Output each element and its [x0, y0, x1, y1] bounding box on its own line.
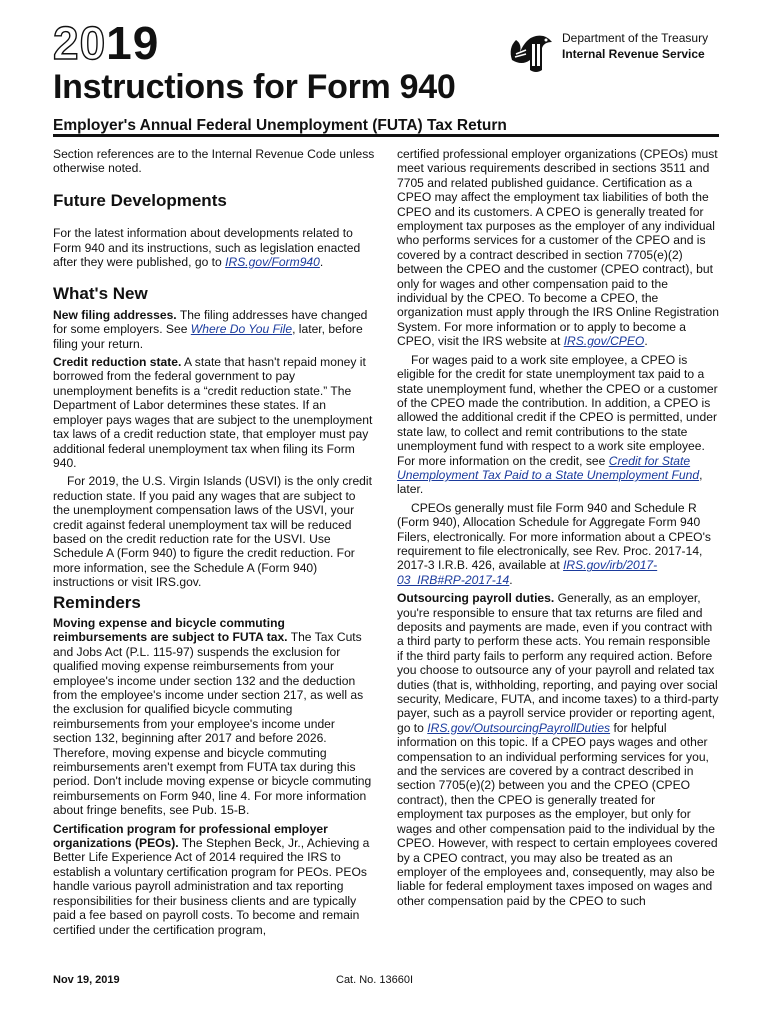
- filing-lead: New filing addresses.: [53, 307, 177, 322]
- footer-cat-number: Cat. No. 13660I: [336, 974, 414, 986]
- form940-link[interactable]: IRS.gov/Form940: [225, 255, 320, 270]
- reminders-heading: Reminders: [53, 592, 141, 612]
- cert-lead: Certification program for professional employer organizations (PEOs).: [53, 821, 328, 851]
- credit-text: A state that hasn't repaid money it borrowed from the federal government to pay unemployment benefits is a “credit reduction state.” The Department of Labor determines these states. If an employer pays wages that are subject to the unemployment tax laws of a credit reduction state, that employer must pay additional federal unemployment tax when filing its Form 940.: [53, 355, 373, 470]
- cpeo-file-paragraph: CPEOs generally must file Form 940 and Schedule R (Form 940), Allocation Schedule for Aggregate Form 940 Filers, electronically. For more information about a CPEO's requirement to file electronically, see Rev. Proc. 2017-14, 2017-3 I.R.B. 426, available at IRS.gov/irb/2017-03_IRB#RP-2017-14.: [397, 500, 711, 587]
- moving-lead: Moving expense and bicycle commuting reimbursements are subject to FUTA tax.: [53, 615, 288, 645]
- rev-proc-link[interactable]: IRS.gov/irb/2017-03_IRB#RP-2017-14: [397, 558, 658, 587]
- cpeo-text: certified professional employer organizations (CPEOs) must meet various requirements described in sections 3511 and 7705 and related published guidance. Certification as a CPEO may affect the employment tax liabilities of both the CPEO and its customers. A CPEO is generally treated for employment tax purposes as the employer of any individual who performs services for a customer of the CPEO and is covered by a contract described in section 7705(e)(2) between the CPEO and the customer (CPEO contract), but only for wages and other compensation paid to the individual by the CPEO. To become a CPEO, the organization must apply through the IRS Online Registration System. For more information or to apply to become a CPEO, visit the IRS website at: [397, 147, 720, 349]
- agency-block: [506, 30, 708, 76]
- future-developments-heading: Future Developments: [53, 190, 227, 210]
- certification-paragraph: [53, 822, 375, 937]
- left-column: [53, 147, 375, 941]
- usvi-paragraph: For 2019, the U.S. Virgin Islands (USVI) is the only credit reduction state. If you paid any wages that are subject to the unemployment compensation laws of the USVI, your credit against federal unemployment tax will be reduced based on the credit reduction rate for the USVI. Use Schedule A (Form 940) to figure the credit reduction. For more information, see the Schedule A (Form 940) instructions or visit IRS.gov.: [53, 474, 372, 590]
- title-rule: [53, 134, 719, 137]
- moving-text: The Tax Cuts and Jobs Act (P.L. 115-97) suspends the exclusion for qualified moving expense reimbursements from your employee's income under section 132 and the deduction from the employee's income under section 217, as well as the exclusion for qualified bicycle commuting reimbursements from your employee's income under section 132, beginning after 2017 and before 2026. Therefore, moving expense and bicycle commuting reimbursements aren't exempt from FUTA tax during this period. Don't include moving expense or bicycle commuting reimbursements on Form 940, line 4. For more information about fringe benefits, see Pub. 15-B.: [53, 630, 372, 818]
- filing-text: The filing addresses have changed for some employers. See: [53, 307, 368, 337]
- file-text: CPEOs generally must file Form 940 and Schedule R (Form 940), Allocation Schedule for Aggregate Form 940 Filers, electronically. For more information about a CPEO's requirement to file electronically, see Rev. Proc. 2017-14, 2017-3 I.R.B. 426, available at: [397, 500, 711, 573]
- page-title: Instructions for Form 940: [53, 68, 456, 106]
- irs-eagle-logo-icon: [506, 30, 554, 76]
- footer-date: Nov 19, 2019: [53, 974, 120, 986]
- year-outline: 20: [53, 17, 107, 69]
- agency-department: Department of the Treasury: [562, 31, 709, 45]
- cpeo-link[interactable]: IRS.gov/CPEO: [563, 334, 645, 349]
- page-subtitle: Employer's Annual Federal Unemployment (FUTA) Tax Return: [53, 117, 507, 134]
- filing-addresses-paragraph: [53, 308, 375, 351]
- credit-lead: Credit reduction state.: [53, 355, 182, 370]
- filing-tail: , later, before filing your return.: [53, 322, 363, 351]
- credit-state-tax-link[interactable]: Credit for State Unemployment Tax Paid to a State Unemployment Fund: [397, 453, 700, 482]
- outsourcing-paragraph: [397, 591, 719, 908]
- outsourcing-lead: Outsourcing payroll duties.: [397, 591, 555, 606]
- outsourcing-text2: for helpful information on this topic. If a CPEO pays wages and other compensation to an individual performing services for you, and the services are covered by a contract described in section 7705(e)(2) between you and the CPEO (CPEO contract), then the CPEO is generally treated for employment tax purposes as the employer, but only for wages and other compensation paid to the individual by the CPEO. However, with respect to certain employees covered by a CPEO contract, you may also be treated as an employer of the employees and, consequently, may also be liable for federal employment taxes imposed on wages and other compensation paid by the CPEO to such: [397, 720, 718, 908]
- year-solid: 19: [106, 17, 160, 69]
- cpeo-paragraph: certified professional employer organizations (CPEOs) must meet various requirements described in sections 3511 and 7705 and related published guidance. Certification as a CPEO may affect the employment tax liabilities of both the CPEO and its customers. A CPEO is generally treated for employment tax purposes as the employer of any individual who performs services for a customer of the CPEO and is covered by a contract described in section 7705(e)(2) between the CPEO and the customer (CPEO contract), but only for wages and other compensation paid to the individual by the CPEO. To become a CPEO, the organization must apply through the IRS Online Registration System. For more information or to apply to become a CPEO, visit the IRS website at IRS.gov/CPEO.: [397, 147, 720, 349]
- worksite-tail: , later.: [397, 467, 703, 497]
- worksite-text: For wages paid to a work site employee, a CPEO is eligible for the credit for state unemployment tax paid to a state unemployment fund, whether the CPEO or a customer of the CPEO made the contribution. In addition, a CPEO is allowed the additional credit if the CPEO is permitted, under state law, to collect and remit contributions to the state unemployment fund with respect to a work site employee. For more information on the credit, see: [397, 352, 718, 468]
- future-text: For the latest information about developments related to Form 940 and its instructions, such as legislation enacted after they were published, go to: [53, 226, 361, 270]
- outsourcing-link[interactable]: IRS.gov/OutsourcingPayrollDuties: [427, 720, 611, 735]
- intro-paragraph: Section references are to the Internal Revenue Code unless otherwise noted.: [53, 147, 375, 176]
- whats-new-heading: What's New: [53, 284, 148, 304]
- moving-expense-paragraph: [53, 616, 375, 818]
- outsourcing-text: Generally, as an employer, you're responsible to ensure that tax returns are filed and deposits and payments are made, even if you contract with a third party to perform these acts. You remain responsible if the third party fails to perform any required action. Before you choose to outsource any of your payroll and related tax duties (that is, withholding, reporting, and paying over social security, Medicare, FUTA, and income taxes) to a third-party payer, such as a payroll service provider or reporting agent, go to: [397, 591, 719, 735]
- cert-text: The Stephen Beck, Jr., Achieving a Better Life Experience Act of 2014 required the IRS to establish a voluntary certification program for PEOs. PEOs handle various payroll administration and tax reporting responsibilities for their business clients and are typically paid a fee based on payroll costs. To become and remain certified under the certification program,: [53, 836, 370, 937]
- future-developments-paragraph: For the latest information about developments related to Form 940 and its instructions, such as legislation enacted after they were published, go to IRS.gov/Form940.: [53, 226, 361, 270]
- form-year: [53, 17, 160, 69]
- credit-reduction-paragraph: [53, 355, 375, 470]
- right-column: [397, 147, 719, 912]
- where-do-you-file-link[interactable]: Where Do You File: [190, 322, 293, 337]
- agency-irs: Internal Revenue Service: [562, 47, 705, 61]
- worksite-paragraph: [397, 353, 719, 497]
